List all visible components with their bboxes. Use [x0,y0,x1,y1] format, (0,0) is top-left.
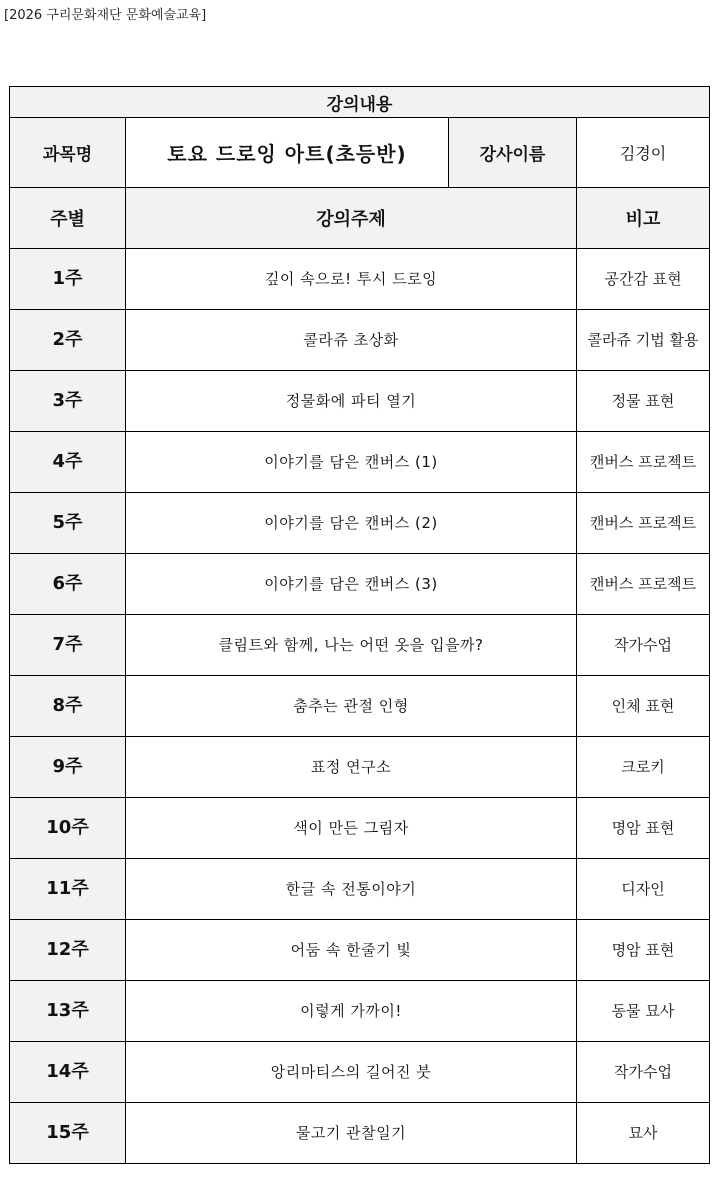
table-row [10,249,710,310]
week-note-cell [577,493,710,554]
week-label: 6주 [10,554,126,615]
week-topic: 이렇게 가까이! [126,981,577,1042]
week-note: 작가수업 [614,636,672,654]
week-note-cell [577,981,710,1042]
table-row [10,737,710,798]
week-topic: 춤추는 관절 인형 [126,676,577,737]
week-topic: 이야기를 담은 캔버스 (3) [126,554,577,615]
column-header-topic: 강의주제 [126,188,577,249]
instructor-label: 강사이름 [449,118,577,188]
table-row [10,554,710,615]
week-topic: 콜라쥬 초상화 [126,310,577,371]
table-title-row [10,87,710,118]
week-label: 10주 [10,798,126,859]
week-topic: 표정 연구소 [126,737,577,798]
table-row [10,493,710,554]
week-topic: 이야기를 담은 캔버스 (1) [126,432,577,493]
week-note-cell [577,737,710,798]
week-label: 15주 [10,1103,126,1164]
week-label: 13주 [10,981,126,1042]
week-topic: 깊이 속으로! 투시 드로잉 [126,249,577,310]
week-note-cell [577,1103,710,1164]
week-note: 캔버스 프로젝트 [589,575,697,593]
syllabus-table [9,86,710,1164]
week-note: 캔버스 프로젝트 [589,453,697,471]
week-note-cell [577,554,710,615]
column-header-note: 비고 [577,188,710,249]
column-header-row [10,188,710,249]
week-label: 5주 [10,493,126,554]
week-note: 크로키 [621,758,665,776]
week-note: 디자인 [621,880,665,898]
week-note-cell [577,371,710,432]
week-topic: 한글 속 전통이야기 [126,859,577,920]
week-note-cell [577,310,710,371]
week-label: 8주 [10,676,126,737]
table-row [10,798,710,859]
week-topic: 이야기를 담은 캔버스 (2) [126,493,577,554]
week-note: 동물 묘사 [611,1002,675,1020]
week-note-cell [577,859,710,920]
document-header-note: [2026 구리문화재단 문화예술교육] [4,8,207,23]
table-row [10,310,710,371]
week-note-cell [577,249,710,310]
syllabus-table-body [10,87,710,1164]
week-topic: 물고기 관찰일기 [126,1103,577,1164]
course-info-row [10,118,710,188]
table-row [10,432,710,493]
week-label: 11주 [10,859,126,920]
week-label: 7주 [10,615,126,676]
week-note-cell [577,676,710,737]
table-row [10,920,710,981]
week-label: 12주 [10,920,126,981]
table-row [10,859,710,920]
week-note: 콜라쥬 기법 활용 [587,331,699,349]
week-note: 명암 표현 [611,819,675,837]
course-label: 과목명 [10,118,126,188]
table-title: 강의내용 [10,87,710,118]
week-label: 9주 [10,737,126,798]
week-label: 14주 [10,1042,126,1103]
week-note: 명암 표현 [611,941,675,959]
week-label: 3주 [10,371,126,432]
week-note: 묘사 [628,1124,658,1142]
week-topic: 색이 만든 그림자 [126,798,577,859]
course-name: 토요 드로잉 아트(초등반) [126,118,449,188]
table-row [10,1042,710,1103]
table-row [10,615,710,676]
week-topic: 클림트와 함께, 나는 어떤 옷을 입을까? [126,615,577,676]
week-note: 정물 표현 [611,392,675,410]
week-note-cell [577,920,710,981]
week-label: 1주 [10,249,126,310]
week-note: 캔버스 프로젝트 [589,514,697,532]
table-row [10,676,710,737]
week-topic: 정물화에 파티 열기 [126,371,577,432]
week-note-cell [577,1042,710,1103]
week-note: 인체 표현 [611,697,675,715]
table-row [10,981,710,1042]
instructor-name: 김경이 [577,118,710,188]
week-topic: 앙리마티스의 길어진 붓 [126,1042,577,1103]
week-note: 작가수업 [614,1063,672,1081]
week-label: 2주 [10,310,126,371]
column-header-week: 주별 [10,188,126,249]
table-row [10,1103,710,1164]
week-label: 4주 [10,432,126,493]
table-row [10,371,710,432]
week-note-cell [577,432,710,493]
week-topic: 어둠 속 한줄기 빛 [126,920,577,981]
week-note: 공간감 표현 [604,270,682,288]
week-note-cell [577,615,710,676]
week-note-cell [577,798,710,859]
